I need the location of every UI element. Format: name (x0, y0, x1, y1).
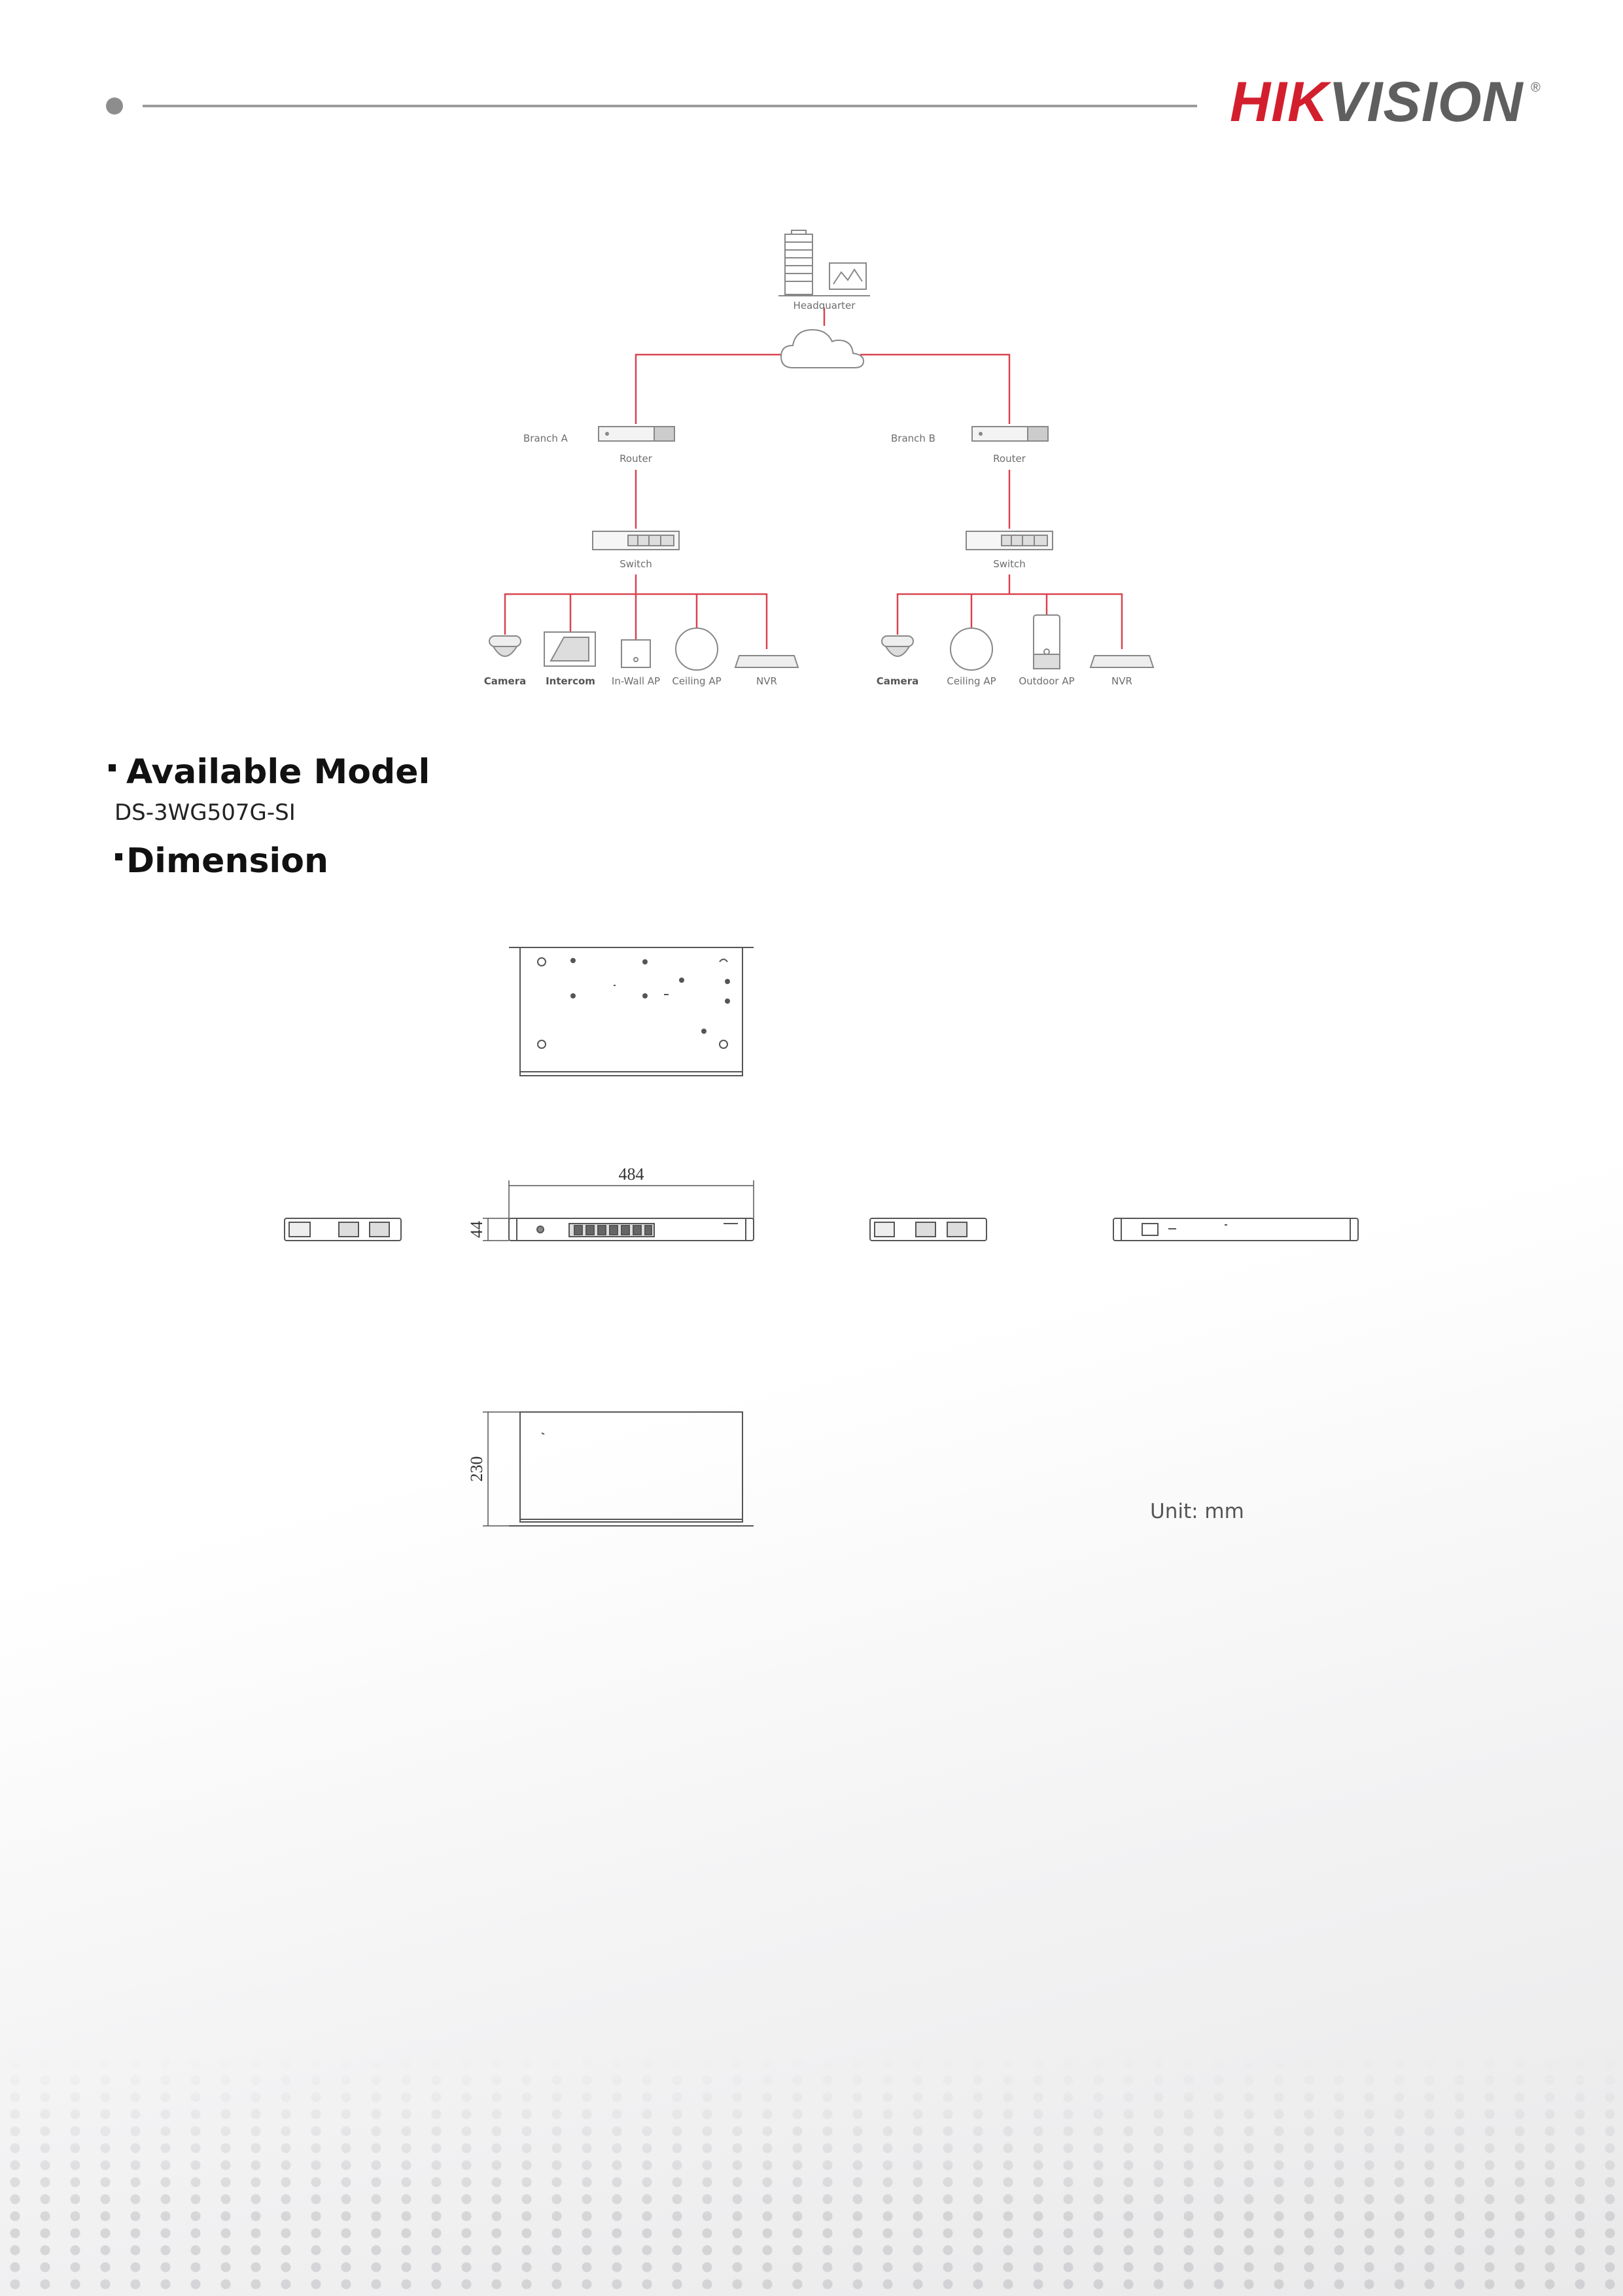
intercom-icon (544, 632, 595, 666)
width-value: 484 (618, 1165, 644, 1184)
height-value: 44 (467, 1221, 486, 1238)
label-switch-a: Switch (620, 558, 652, 570)
label-b-device-ceiling-ap: Ceiling AP (947, 675, 996, 687)
label-b-device-camera: Camera (876, 675, 919, 687)
available-model-heading-text: Available Model (126, 752, 430, 792)
rear-view-drawing (1113, 1218, 1358, 1241)
label-a-device-ceiling-ap: Ceiling AP (672, 675, 722, 687)
depth-dimension-line (483, 1412, 520, 1526)
dimension-drawings (262, 929, 1387, 1544)
hikvision-logo (1230, 71, 1541, 133)
camera-b-icon (882, 636, 913, 656)
label-branch-b: Branch B (891, 433, 935, 444)
label-a-device-in-wall-ap: In-Wall AP (611, 675, 661, 687)
bottom-view-drawing (509, 947, 754, 1076)
label-switch-b: Switch (993, 558, 1026, 570)
router-a-icon (599, 427, 674, 441)
label-router-a: Router (620, 453, 652, 465)
label-router-b: Router (993, 453, 1026, 465)
dimension-heading-text: Dimension (126, 841, 328, 881)
heading-bullet (115, 853, 122, 860)
ceiling-ap-a-icon (676, 628, 718, 670)
header-rule (143, 105, 1197, 107)
dimension-heading (115, 841, 328, 881)
unit-label: Unit: mm (1150, 1500, 1244, 1523)
height-dimension-line (483, 1218, 509, 1241)
right-side-view-drawing (870, 1218, 986, 1241)
switch-b-icon (966, 531, 1053, 550)
header-dot (106, 97, 123, 115)
left-side-view-drawing (285, 1218, 401, 1241)
label-a-device-intercom: Intercom (546, 675, 595, 687)
outdoor-ap-icon (1034, 615, 1060, 669)
dot-pattern-decoration (0, 2055, 1623, 2296)
available-model-heading (109, 752, 430, 792)
cloud-icon (781, 330, 864, 368)
label-b-device-nvr: NVR (1111, 675, 1132, 687)
label-b-device-outdoor-ap: Outdoor AP (1019, 675, 1075, 687)
camera-a-icon (489, 636, 521, 656)
ceiling-ap-b-icon (951, 628, 992, 670)
front-view-drawing (509, 1218, 754, 1241)
model-number: DS-3WG507G-SI (114, 800, 296, 826)
headquarter-building-icon (778, 230, 870, 296)
depth-value: 230 (467, 1456, 486, 1482)
label-a-device-camera: Camera (483, 675, 527, 687)
label-headquarter: Headquarter (793, 300, 856, 311)
label-branch-a: Branch A (523, 433, 568, 444)
label-a-device-nvr: NVR (756, 675, 777, 687)
top-view-drawing (509, 1412, 754, 1526)
nvr-a-icon (735, 656, 798, 667)
nvr-b-icon (1091, 656, 1153, 667)
logo-text-vision: VISION (1329, 71, 1524, 133)
network-topology-diagram (458, 216, 1191, 713)
router-b-icon (972, 427, 1048, 441)
logo-registered-mark: ® (1531, 80, 1541, 95)
switch-a-icon (593, 531, 679, 550)
logo-text-hik: HIK (1230, 71, 1329, 133)
in-wall-ap-icon (621, 640, 650, 667)
heading-bullet (109, 764, 116, 771)
